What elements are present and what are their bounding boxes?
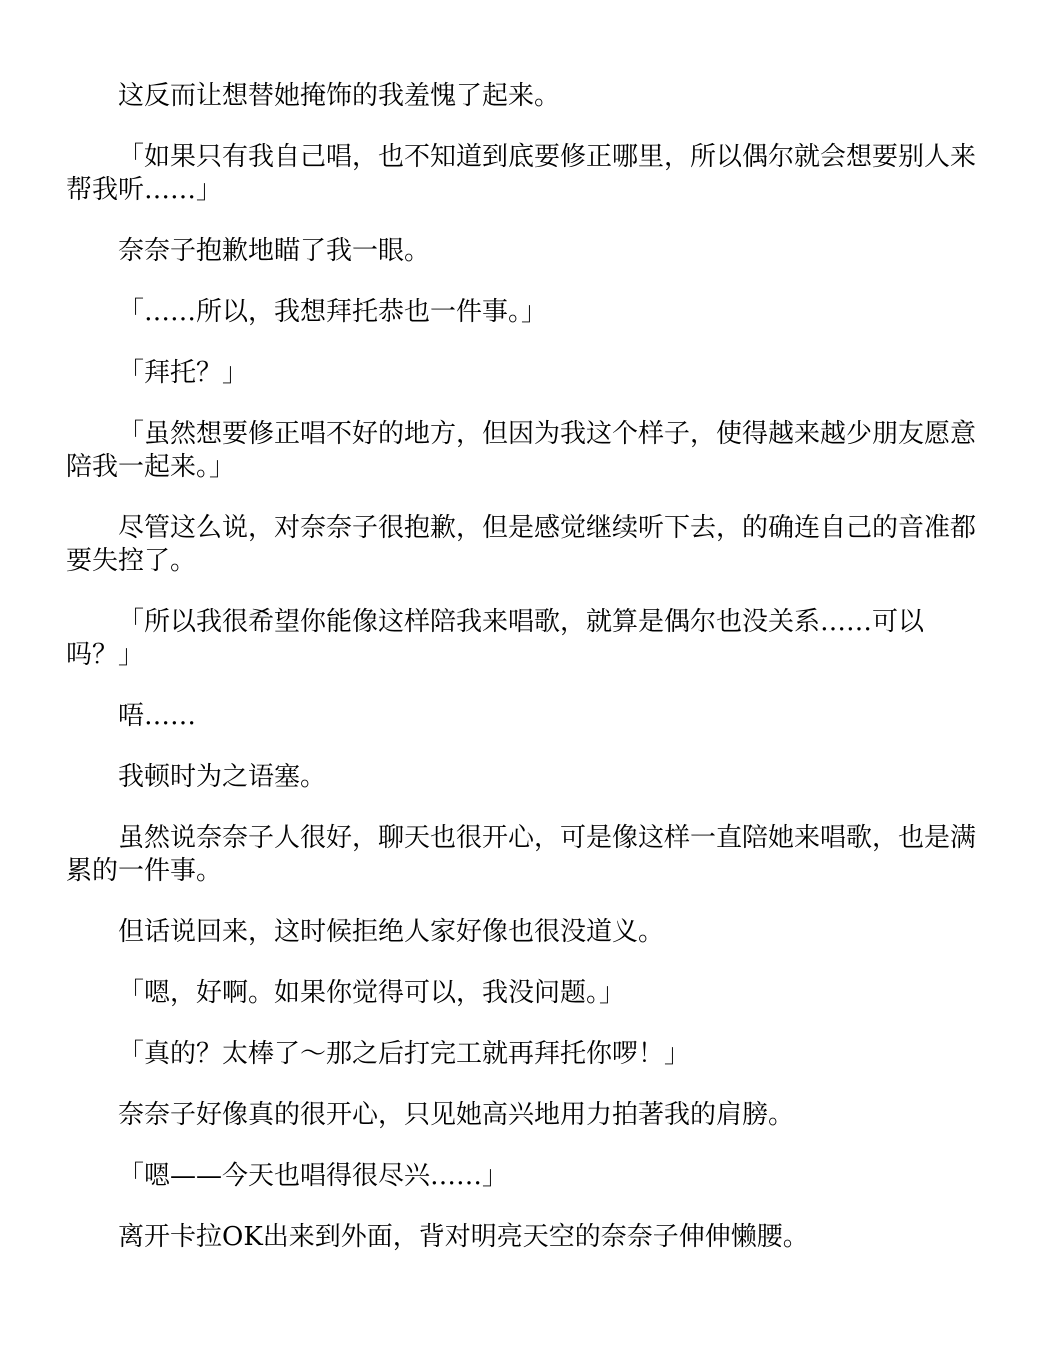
paragraph: 「嗯，好啊。如果你觉得可以，我没问题。」 bbox=[118, 978, 626, 1008]
paragraph: 这反而让想替她掩饰的我羞愧了起来。 bbox=[118, 81, 561, 111]
paragraph: 「拜托？」 bbox=[118, 358, 249, 388]
paragraph: 「嗯——今天也唱得很尽兴……」 bbox=[118, 1161, 509, 1191]
paragraph: 「所以我很希望你能像这样陪我来唱歌，就算是偶尔也没关系……可以吗？」 bbox=[66, 607, 925, 670]
paragraph: 虽然说奈奈子人很好，聊天也很开心，可是像这样一直陪她来唱歌，也是满累的一件事。 bbox=[66, 823, 977, 886]
paragraph: 我顿时为之语塞。 bbox=[118, 762, 327, 792]
paragraph: 奈奈子抱歉地瞄了我一眼。 bbox=[118, 236, 431, 266]
paragraph: 尽管这么说，对奈奈子很抱歉，但是感觉继续听下去，的确连自己的音准都要失控了。 bbox=[66, 513, 977, 576]
paragraph: 唔…… bbox=[118, 701, 197, 731]
paragraph: 奈奈子好像真的很开心，只见她高兴地用力拍著我的肩膀。 bbox=[118, 1100, 795, 1130]
paragraph: 「……所以，我想拜托恭也一件事。」 bbox=[118, 297, 548, 327]
paragraph: 「虽然想要修正唱不好的地方，但因为我这个样子，使得越来越少朋友愿意陪我一起来。」 bbox=[66, 419, 977, 482]
paragraph: 离开卡拉OK出来到外面，背对明亮天空的奈奈子伸伸懒腰。 bbox=[118, 1222, 809, 1252]
paragraph: 「如果只有我自己唱，也不知道到底要修正哪里，所以偶尔就会想要别人来帮我听……」 bbox=[66, 142, 977, 205]
paragraph: 「真的？太棒了～那之后打完工就再拜托你啰！」 bbox=[118, 1039, 691, 1069]
paragraph: 但话说回来，这时候拒绝人家好像也很没道义。 bbox=[118, 917, 665, 947]
document-page bbox=[66, 80, 978, 1282]
